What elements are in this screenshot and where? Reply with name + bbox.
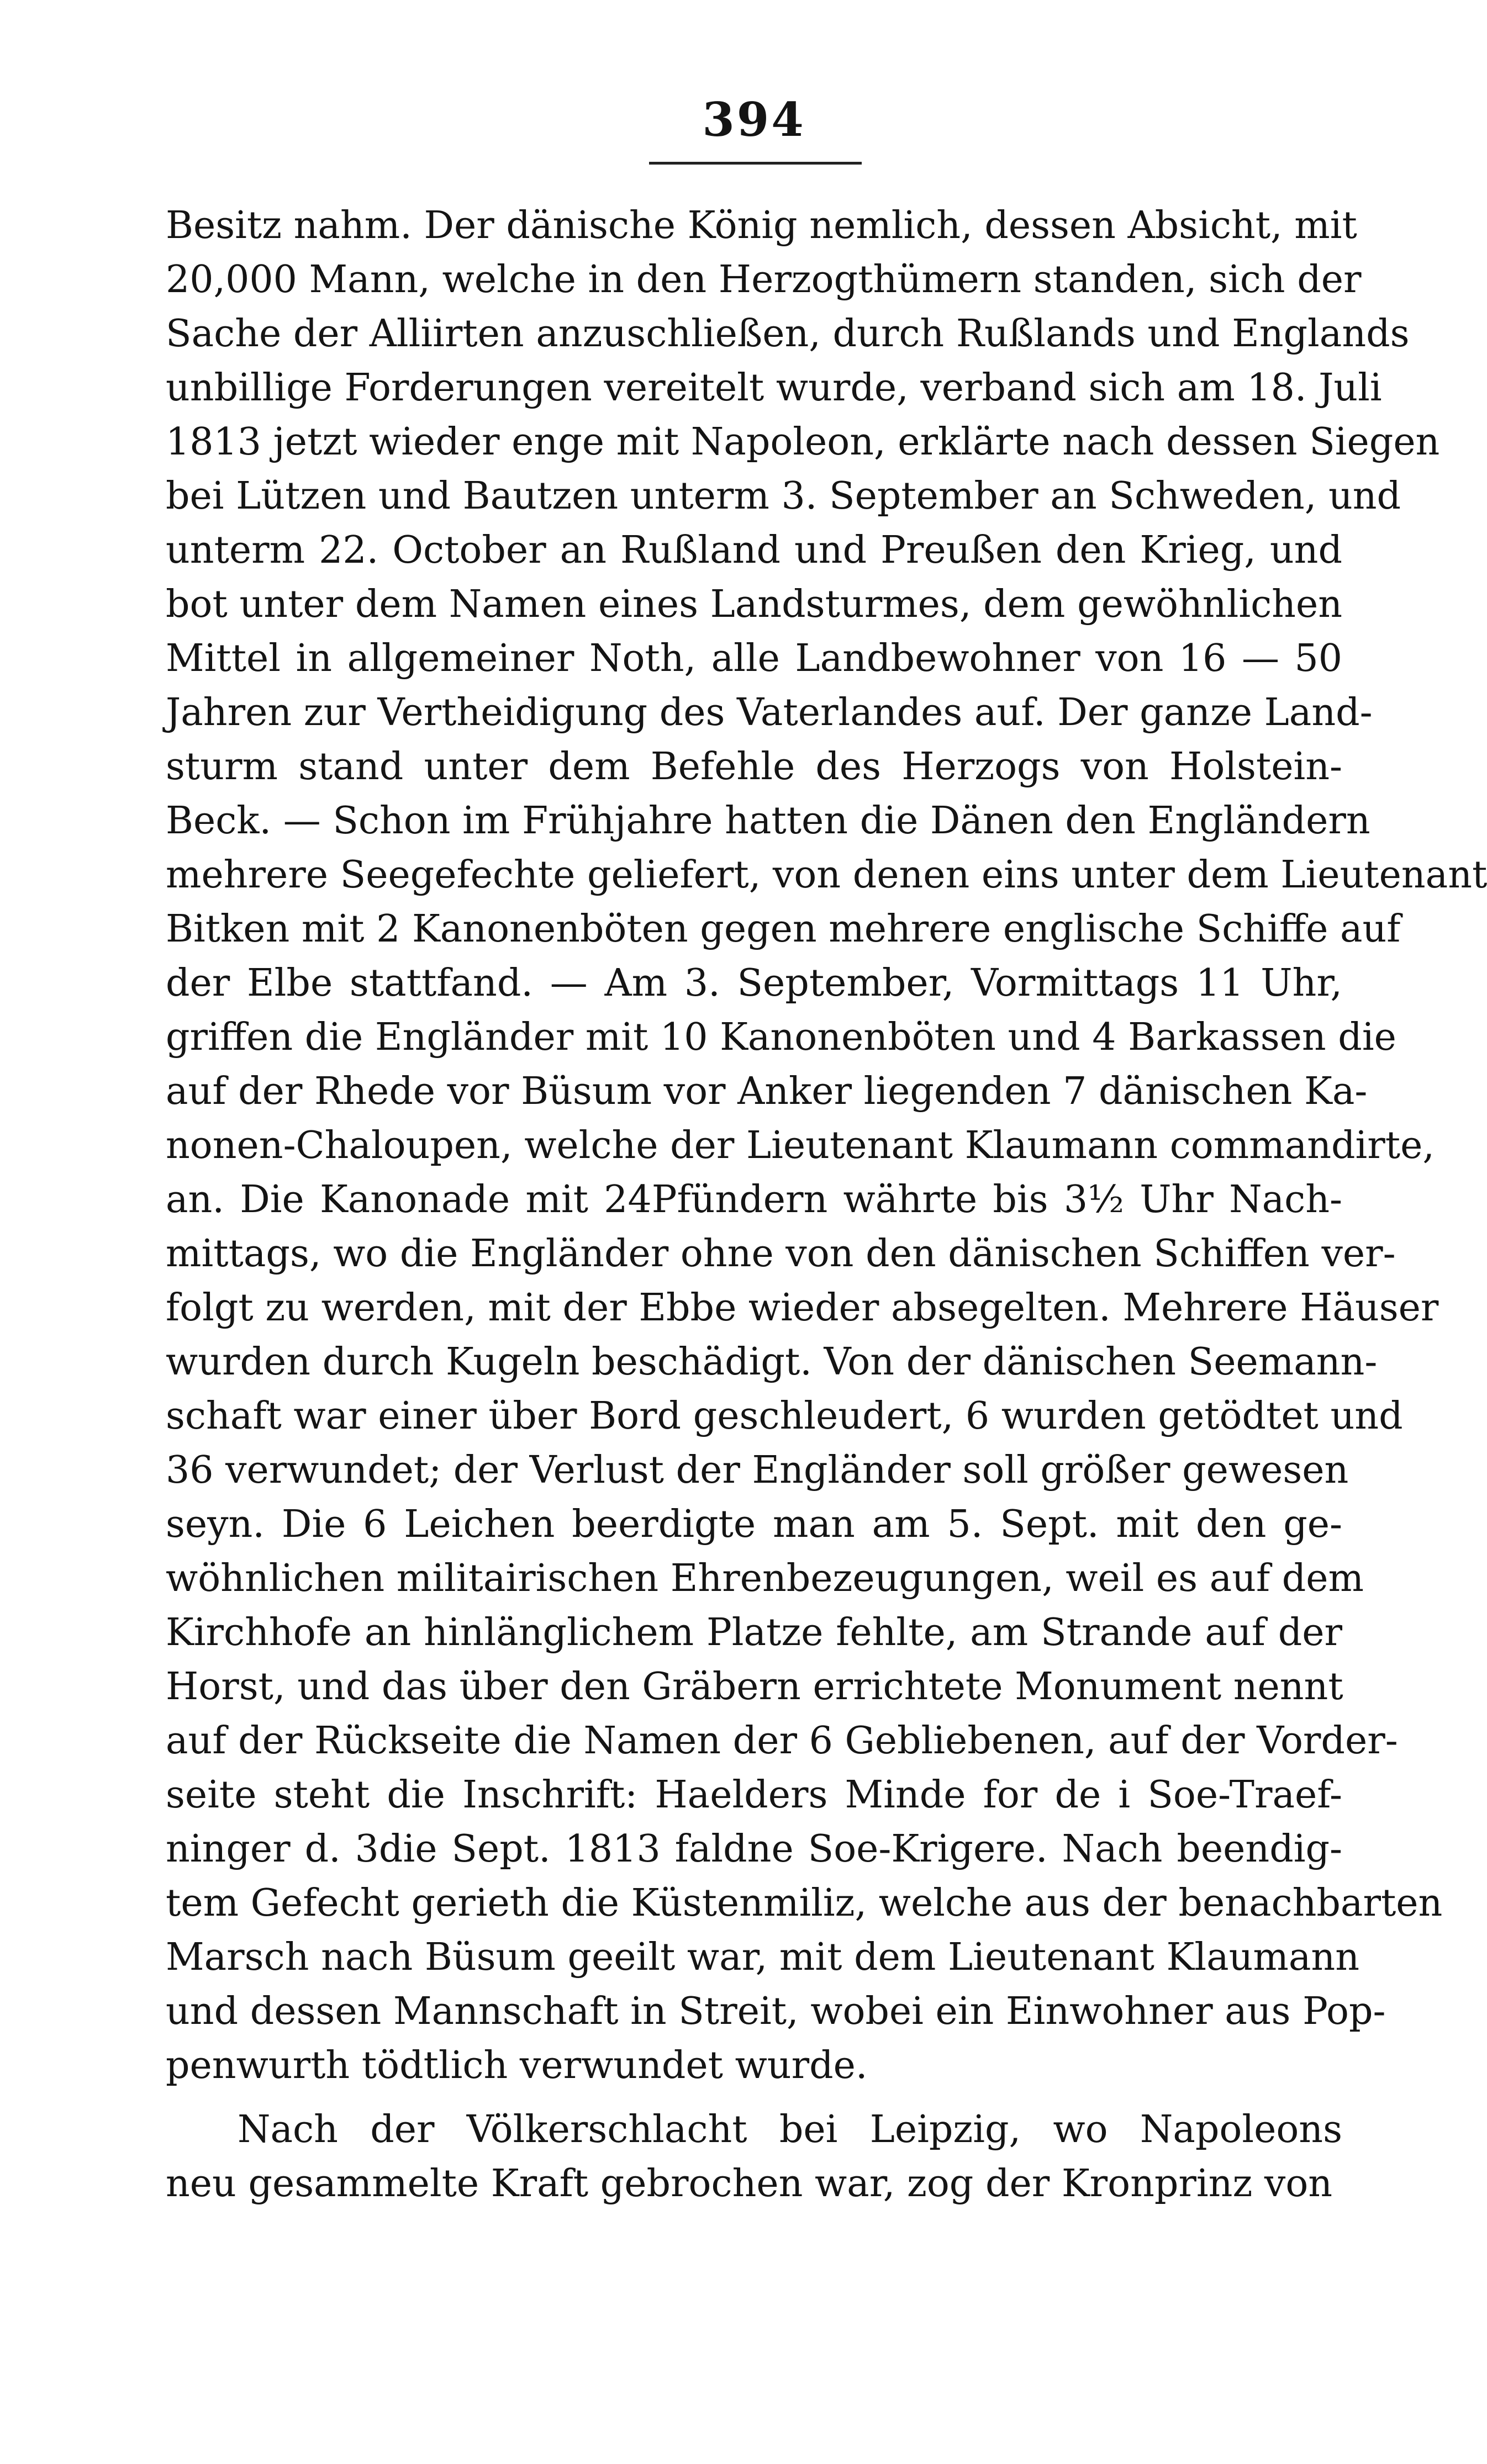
- text-line: auf der Rückseite die Namen der 6 Gebliebenen, auf der Vorder-: [166, 1719, 1398, 1763]
- text-line: Kirchhofe an hinlänglichem Platze fehlte, am Strande auf der: [166, 1611, 1342, 1654]
- body-text: [166, 199, 1487, 2211]
- text-line: Jahren zur Vertheidigung des Vaterlandes auf. Der ganze Land-: [166, 691, 1373, 734]
- text-line: der Elbe stattfand. — Am 3. September, Vormittags 11 Uhr,: [166, 961, 1342, 1005]
- paragraph: [166, 2103, 1342, 2211]
- text-line: Horst, und das über den Gräbern errichtete Monument nennt: [166, 1665, 1343, 1709]
- text-line: folgt zu werden, mit der Ebbe wieder absegelten. Mehrere Häuser: [166, 1286, 1439, 1330]
- text-line: ninger d. 3die Sept. 1813 faldne Soe-Krigere. Nach beendig-: [166, 1827, 1342, 1871]
- text-line: penwurth tödtlich verwundet wurde.: [166, 2044, 868, 2087]
- page-number: 394: [702, 92, 806, 147]
- text-line: wurden durch Kugeln beschädigt. Von der dänischen Seemann-: [166, 1340, 1378, 1384]
- text-line: auf der Rhede vor Büsum vor Anker liegenden 7 dänischen Ka-: [166, 1070, 1368, 1113]
- text-line: seyn. Die 6 Leichen beerdigte man am 5. Sept. mit den ge-: [166, 1503, 1342, 1546]
- text-line: griffen die Engländer mit 10 Kanonenböten und 4 Barkassen die: [166, 1016, 1396, 1059]
- text-line: Marsch nach Büsum geeilt war, mit dem Lieutenant Klaumann: [166, 1936, 1360, 1979]
- text-line: mittags, wo die Engländer ohne von den dänischen Schiffen ver-: [166, 1232, 1396, 1276]
- paragraph-gap: [166, 2093, 1342, 2103]
- text-line: mehrere Seegefechte geliefert, von denen eins unter dem Lieutenant: [166, 853, 1487, 897]
- text-line: Bitken mit 2 Kanonenböten gegen mehrere englische Schiffe auf: [166, 907, 1401, 951]
- text-line: 1813 jetzt wieder enge mit Napoleon, erklärte nach dessen Siegen: [166, 420, 1440, 464]
- text-line: 20,000 Mann, welche in den Herzogthümern standen, sich der: [166, 258, 1362, 302]
- text-line: neu gesammelte Kraft gebrochen war, zog der Kronprinz von: [166, 2162, 1333, 2206]
- text-line: Mittel in allgemeiner Noth, alle Landbewohner von 16 — 50: [166, 637, 1342, 680]
- text-line: Besitz nahm. Der dänische König nemlich, dessen Absicht, mit: [166, 204, 1357, 247]
- text-line: unterm 22. October an Rußland und Preußen den Krieg, und: [166, 528, 1342, 572]
- header-rule: [649, 162, 862, 165]
- text-line: sturm stand unter dem Befehle des Herzogs von Holstein-: [166, 745, 1342, 789]
- text-line: und dessen Mannschaft in Streit, wobei ein Einwohner aus Pop-: [166, 1990, 1386, 2033]
- text-line: bot unter dem Namen eines Landsturmes, dem gewöhnlichen: [166, 583, 1342, 626]
- text-line: Nach der Völkerschlacht bei Leipzig, wo Napoleons: [238, 2108, 1342, 2151]
- text-line: schaft war einer über Bord geschleudert, 6 wurden getödtet und: [166, 1394, 1403, 1438]
- text-line: 36 verwundet; der Verlust der Engländer soll größer gewesen: [166, 1448, 1349, 1492]
- text-line: seite steht die Inschrift: Haelders Minde for de i Soe-Traef-: [166, 1773, 1342, 1817]
- text-line: tem Gefecht gerieth die Küstenmiliz, welche aus der benachbarten: [166, 1881, 1443, 1925]
- text-line: Beck. — Schon im Frühjahre hatten die Dänen den Engländern: [166, 799, 1370, 843]
- paragraph: [166, 199, 1487, 2093]
- text-line: nonen-Chaloupen, welche der Lieutenant Klaumann commandirte,: [166, 1124, 1435, 1167]
- text-line: bei Lützen und Bautzen unterm 3. September an Schweden, und: [166, 474, 1401, 518]
- text-line: wöhnlichen militairischen Ehrenbezeugungen, weil es auf dem: [166, 1557, 1364, 1600]
- text-line: unbillige Forderungen vereitelt wurde, verband sich am 18. Juli: [166, 366, 1382, 410]
- text-line: Sache der Alliirten anzuschließen, durch Rußlands und Englands: [166, 312, 1410, 356]
- text-line: an. Die Kanonade mit 24Pfündern währte bis 3½ Uhr Nach-: [166, 1178, 1342, 1222]
